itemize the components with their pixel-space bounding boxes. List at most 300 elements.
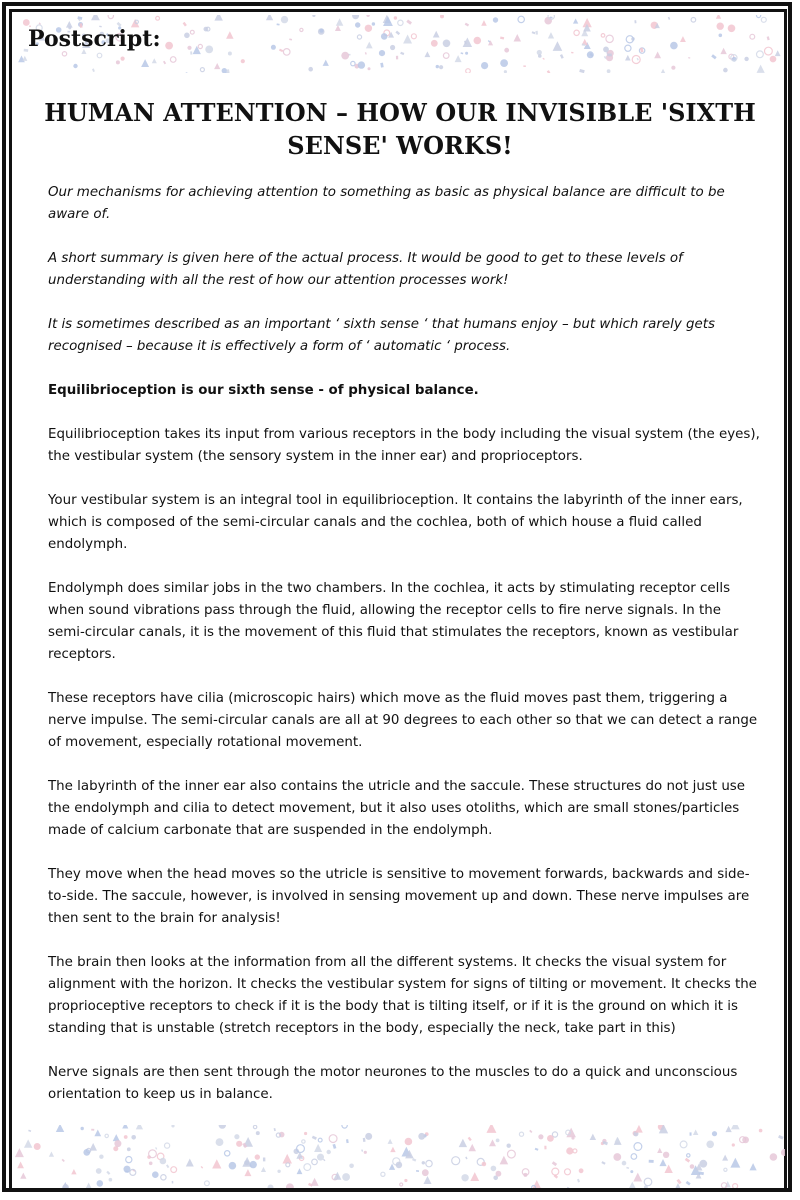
confetti-dot: [723, 68, 728, 73]
confetti-dot: [632, 56, 640, 64]
confetti-dot: [114, 1140, 121, 1147]
confetti-dot: [466, 69, 471, 73]
confetti-dot: [97, 1180, 104, 1187]
confetti-dot: [394, 16, 397, 19]
confetti-dot: [573, 1149, 577, 1153]
confetti-dot: [671, 66, 675, 70]
confetti-dot: [15, 1148, 24, 1157]
paragraph: Equilibrioception is our sixth sense - of physical balance.: [48, 383, 479, 398]
confetti-dot: [633, 1173, 642, 1182]
confetti-dot: [547, 70, 551, 73]
paragraph: A short summary is given here of the actual process. It would be good to get to these levels of understanding with all the rest of how our attention processes work!: [48, 251, 683, 288]
confetti-dot: [712, 1131, 717, 1136]
confetti-dot: [311, 1178, 319, 1186]
confetti-dot: [201, 1166, 204, 1169]
confetti-dot: [468, 1137, 472, 1141]
confetti-dot: [577, 1179, 580, 1183]
paragraph: Your vestibular system is an integral tool in equilibrioception. It contains the labyrinth of the inner ears, which is composed of the semi-circular canals and the cochlea, both of which house a fluid called endolymph.: [48, 493, 743, 552]
confetti-dot: [500, 1156, 509, 1165]
confetti-dot: [244, 1169, 251, 1176]
confetti-dot: [255, 1154, 260, 1159]
confetti-dot: [706, 1141, 714, 1149]
confetti-dot: [529, 1130, 532, 1133]
confetti-dot: [106, 1171, 110, 1175]
paragraph: They move when the head moves so the utricle is sensitive to movement forwards, backwards and side-to-side. The saccule, however, is involved in sensing movement up and down. These nerve impulses are then sent to the brain for analysis!: [48, 867, 750, 926]
confetti-dot: [302, 1140, 305, 1143]
confetti-dot: [757, 15, 761, 18]
confetti-dot: [493, 17, 498, 22]
confetti-dot: [601, 34, 605, 38]
confetti-dot: [277, 23, 280, 25]
confetti-dot: [565, 1169, 571, 1175]
confetti-dot: [607, 54, 612, 57]
confetti-dot: [719, 34, 723, 38]
confetti-dot: [582, 43, 585, 45]
confetti-dot: [86, 1183, 92, 1188]
confetti-dot: [622, 1161, 627, 1166]
confetti-dot: [601, 1161, 605, 1165]
confetti-dot: [770, 56, 777, 63]
article-body: [48, 182, 760, 1128]
confetti-dot: [607, 69, 611, 73]
confetti-dot: [519, 1132, 523, 1136]
confetti-dot: [571, 52, 574, 54]
confetti-dot: [436, 65, 439, 68]
paragraph: Our mechanisms for achieving attention to something as basic as physical balance are difficult to be aware of.: [48, 185, 725, 222]
confetti-dot: [552, 1161, 557, 1166]
paragraph: Equilibrioception takes its input from various receptors in the body including the visual system (the eyes), the vestibular system (the sensory system in the inner ear) and proprioceptors.: [48, 427, 760, 464]
confetti-dot: [166, 1164, 169, 1168]
confetti-dot: [542, 58, 544, 60]
confetti-dot: [127, 1147, 131, 1151]
confetti-dot: [443, 53, 449, 59]
confetti-dot: [711, 54, 716, 59]
confetti-dot: [687, 1154, 690, 1157]
confetti-dot: [156, 16, 160, 20]
confetti-dot: [365, 52, 367, 55]
confetti-dot: [406, 20, 412, 25]
confetti-dot: [317, 1154, 324, 1161]
confetti-dot: [83, 1149, 90, 1156]
confetti-dot: [49, 1151, 54, 1156]
confetti-dot: [547, 1135, 554, 1142]
confetti-dot: [241, 59, 245, 63]
confetti-dot: [688, 57, 690, 58]
confetti-dot: [750, 34, 755, 39]
confetti-dot: [279, 49, 283, 53]
confetti-dot: [266, 15, 273, 20]
confetti-dot: [634, 1143, 642, 1151]
confetti-dot: [297, 1145, 305, 1153]
confetti-dot: [742, 1137, 749, 1144]
confetti-dot: [634, 20, 636, 23]
confetti-dot: [686, 1181, 691, 1186]
confetti-dot: [274, 1128, 276, 1131]
confetti-dot: [335, 25, 341, 31]
confetti-dot: [631, 1154, 637, 1160]
paragraph: Nerve signals are then sent through the motor neurones to the muscles to do a quick and unconscious orientation to keep us in balance.: [48, 1065, 738, 1102]
confetti-dot: [535, 1148, 539, 1151]
confetti-dot: [544, 1146, 546, 1150]
confetti-dot: [135, 20, 138, 23]
confetti-dot: [724, 1168, 727, 1171]
confetti-dot: [366, 42, 373, 49]
paragraph: Endolymph does similar jobs in the two chambers. In the cochlea, it acts by stimulating receptor cells when sound vibrations pass through the fluid, allowing the receptor cells to fire nerve signals. In the semi-circular canals, it is the movement of this fluid that stimulates the receptors, known as vestibular receptors.: [48, 581, 739, 662]
confetti-dot: [62, 1159, 65, 1162]
confetti-dot: [722, 1155, 728, 1161]
confetti-dot: [341, 52, 349, 60]
confetti-dot: [149, 1150, 157, 1158]
confetti-dot: [22, 56, 27, 61]
confetti-dot: [690, 1164, 695, 1169]
confetti-dot: [574, 30, 579, 35]
confetti-dot: [625, 55, 631, 61]
confetti-dot: [186, 1159, 194, 1167]
confetti-dot: [548, 32, 554, 38]
confetti-dot: [654, 51, 661, 58]
confetti-dot: [319, 29, 323, 33]
confetti-dot: [500, 37, 504, 40]
confetti-dot: [405, 1138, 413, 1146]
confetti-dot: [351, 61, 355, 65]
confetti-dot: [637, 58, 639, 61]
confetti-dot: [781, 1149, 785, 1156]
confetti-dot: [124, 1135, 128, 1139]
confetti-dot: [431, 40, 438, 47]
confetti-dot: [552, 1132, 557, 1137]
confetti-dot: [550, 17, 553, 19]
confetti-dot: [155, 1147, 157, 1150]
confetti-dot: [400, 1183, 403, 1186]
confetti-dot: [170, 57, 176, 63]
confetti-dot: [395, 31, 400, 36]
paragraph: The brain then looks at the information from all the different systems. It checks the visual system for alignment with the horizon. It checks the vestibular system for signs of tilting or movement. It checks the proprioceptive receptors to check if it is the body that is tilting itself, or if it is the ground on which it is standing that is unstable (stretch receptors in the body, especially the neck, take part in this): [48, 955, 757, 1036]
confetti-dot: [355, 22, 360, 27]
confetti-dot: [508, 1150, 516, 1158]
confetti-dot: [165, 42, 173, 50]
confetti-dot: [523, 65, 526, 67]
confetti-dot: [381, 1172, 385, 1176]
confetti-dot: [630, 1170, 633, 1173]
confetti-dot: [205, 46, 213, 54]
confetti-dot: [403, 34, 412, 43]
confetti-dot: [730, 1158, 740, 1168]
confetti-dot: [149, 1162, 153, 1166]
confetti-dot: [422, 1169, 429, 1176]
confetti-dot: [732, 1143, 735, 1146]
confetti-dot: [227, 69, 230, 73]
confetti-dot: [716, 15, 721, 19]
confetti-dot: [680, 1141, 687, 1148]
confetti-dot: [411, 34, 416, 39]
confetti-dot: [363, 1138, 366, 1142]
confetti-dot: [327, 1150, 331, 1154]
confetti-dot: [214, 63, 220, 69]
confetti-dot: [379, 50, 385, 56]
confetti-dot: [461, 1174, 468, 1181]
confetti-dot: [659, 1159, 666, 1166]
confetti-dot: [482, 1162, 487, 1167]
confetti-dot: [152, 1171, 159, 1178]
confetti-dot: [364, 1151, 367, 1154]
confetti-dot: [323, 1159, 325, 1161]
confetti-dot: [749, 1163, 756, 1170]
confetti-dot: [365, 25, 372, 32]
confetti-dot: [163, 61, 166, 65]
confetti-dot: [644, 1178, 652, 1186]
confetti-dot: [573, 18, 578, 23]
confetti-dot: [717, 23, 724, 30]
confetti-dot: [474, 37, 482, 45]
confetti-dot: [400, 52, 404, 55]
confetti-dot: [366, 15, 369, 17]
confetti-dot: [500, 59, 508, 67]
confetti-dot: [767, 36, 770, 40]
confetti-dot: [567, 1187, 570, 1188]
confetti-dot: [757, 65, 765, 73]
confetti-dot: [329, 1135, 337, 1143]
confetti-dot: [336, 18, 343, 25]
confetti-dot: [625, 45, 631, 51]
confetti-dot: [92, 68, 95, 72]
confetti-dot: [514, 34, 522, 42]
confetti-dot: [34, 1143, 41, 1150]
confetti-dot: [659, 69, 667, 73]
confetti-dot: [465, 52, 468, 55]
confetti-dot: [126, 1157, 132, 1163]
confetti-dot: [649, 1160, 654, 1163]
confetti-dot: [314, 1144, 322, 1152]
confetti-dot: [271, 45, 276, 50]
confetti-dot: [504, 70, 507, 73]
confetti-dot: [404, 1179, 407, 1182]
confetti-dot: [228, 52, 232, 56]
confetti-dot: [165, 1143, 170, 1148]
confetti-dot: [439, 65, 443, 69]
confetti-dot: [532, 31, 536, 34]
confetti-dot: [352, 15, 359, 19]
confetti-dot: [381, 33, 388, 40]
confetti-dot: [424, 51, 430, 57]
confetti-dot: [460, 52, 463, 54]
confetti-dot: [361, 1149, 363, 1151]
confetti-dot: [89, 1143, 97, 1151]
confetti-dot: [693, 1130, 698, 1135]
confetti-dot: [216, 1138, 224, 1146]
confetti-dot: [24, 1139, 32, 1147]
confetti-dot: [312, 15, 315, 17]
postscript-label: Postscript:: [28, 26, 161, 52]
confetti-dot: [380, 63, 383, 68]
confetti-dot: [398, 20, 403, 25]
confetti-dot: [388, 1139, 393, 1144]
confetti-dot: [396, 56, 398, 60]
confetti-dot: [418, 1133, 425, 1140]
confetti-dot: [579, 1168, 584, 1173]
confetti-dot: [226, 31, 233, 38]
confetti-dot: [318, 1138, 322, 1142]
confetti-dot: [579, 69, 585, 73]
confetti-dot: [699, 1160, 707, 1168]
confetti-dot: [626, 1167, 629, 1169]
confetti-dot: [422, 1161, 425, 1164]
confetti-dot: [312, 1159, 318, 1165]
confetti-dot: [99, 1155, 103, 1159]
confetti-dot: [670, 42, 678, 50]
confetti-dot: [465, 23, 469, 27]
confetti-dot: [28, 1130, 31, 1132]
confetti-dot: [566, 1147, 573, 1154]
confetti-dot: [481, 62, 488, 69]
confetti-dot: [538, 54, 542, 58]
confetti-dot: [426, 1160, 432, 1166]
confetti-dot: [236, 1141, 242, 1147]
confetti-dot: [452, 1157, 460, 1165]
confetti-dot: [455, 55, 462, 62]
confetti-dot: [518, 16, 524, 22]
confetti-dot: [190, 30, 194, 34]
confetti-dot: [346, 1139, 349, 1143]
confetti-dot: [733, 1184, 738, 1188]
confetti-dot: [185, 72, 188, 73]
confetti-dot: [566, 1128, 576, 1138]
confetti-dot: [489, 1139, 496, 1146]
confetti-dot: [685, 1158, 690, 1163]
confetti-dot: [757, 51, 764, 58]
confetti-dot: [759, 1129, 763, 1133]
confetti-dot: [263, 1157, 265, 1161]
confetti-dot: [481, 20, 487, 26]
confetti-dot: [23, 19, 30, 26]
confetti-dot: [538, 1134, 543, 1139]
confetti-dot: [553, 41, 563, 51]
confetti-dot: [121, 57, 125, 61]
confetti-dot: [198, 44, 202, 48]
confetti-dot: [190, 51, 192, 54]
confetti-dot: [628, 1182, 636, 1188]
confetti-dot: [770, 1153, 778, 1161]
confetti-dot: [552, 1168, 559, 1175]
confetti-dot: [183, 22, 187, 27]
confetti-dot: [229, 1162, 237, 1170]
confetti-dot: [91, 1129, 94, 1131]
confetti-dot: [677, 1179, 682, 1184]
confetti-dot: [504, 48, 509, 53]
confetti-dot: [775, 50, 781, 56]
confetti-dot: [761, 17, 766, 22]
confetti-dot: [349, 1164, 354, 1169]
confetti-dot: [372, 22, 375, 25]
confetti-dot: [443, 40, 451, 48]
paragraph: These receptors have cilia (microscopic hairs) which move as the fluid moves past them, triggering a nerve impulse. The semi-circular canals are all at 90 degrees to each other so that we can detect a range of movement, especially rotational movement.: [48, 691, 758, 750]
confetti-dot: [234, 1134, 239, 1139]
confetti-dot: [690, 1132, 692, 1135]
confetti-dot: [560, 54, 564, 59]
confetti-dot: [613, 1153, 621, 1161]
confetti-dot: [304, 1132, 307, 1135]
page-title: HUMAN ATTENTION – HOW OUR INVISIBLE 'SIXTH SENSE' WORKS!: [44, 98, 756, 160]
confetti-dot: [496, 1139, 500, 1143]
confetti-dot: [440, 15, 444, 18]
confetti-dot: [277, 1170, 280, 1173]
confetti-dot: [205, 1181, 210, 1186]
confetti-dot: [365, 1133, 372, 1140]
confetti-dot: [728, 25, 736, 33]
confetti-dot: [368, 67, 371, 70]
confetti-dot: [281, 16, 288, 23]
confetti-dot: [308, 67, 313, 72]
confetti-dot: [71, 1169, 76, 1174]
confetti-dot: [289, 38, 292, 40]
confetti-dot: [297, 1168, 303, 1174]
confetti-dot: [532, 1180, 541, 1188]
confetti-dot: [62, 52, 66, 56]
confetti-dot: [469, 1144, 476, 1151]
confetti-dot: [20, 1173, 26, 1179]
confetti-dot: [465, 1157, 467, 1160]
confetti-dot: [304, 1164, 311, 1171]
confetti-dot: [193, 46, 201, 54]
confetti-dot: [105, 1134, 108, 1137]
confetti-dot: [358, 61, 365, 68]
confetti-dot: [333, 1172, 341, 1180]
confetti-dot: [124, 1166, 131, 1173]
confetti-dot: [342, 1173, 350, 1181]
confetti-dot: [94, 1129, 101, 1136]
confetti-dot: [17, 1161, 24, 1168]
confetti-dot: [606, 35, 613, 42]
confetti-dot: [97, 53, 102, 58]
confetti-dot: [390, 45, 395, 50]
confetti-dot: [535, 31, 537, 35]
confetti-dot: [160, 1158, 167, 1165]
confetti-dot: [496, 1171, 502, 1177]
confetti-dot: [507, 1144, 511, 1148]
confetti-dot: [152, 58, 157, 63]
confetti-dot: [222, 68, 227, 73]
paragraph: It is sometimes described as an important ‘ sixth sense ‘ that humans enjoy – but which rarely gets recognised – because it is effectively a form of ‘ automatic ‘ process.: [48, 317, 716, 354]
confetti-dot: [433, 31, 440, 38]
confetti-dot: [116, 60, 120, 64]
confetti-dot: [91, 15, 100, 20]
confetti-pattern-bottom: [15, 1125, 785, 1188]
confetti-dot: [187, 46, 191, 50]
confetti-dot: [720, 48, 726, 54]
confetti-dot: [744, 57, 748, 61]
confetti-dot: [73, 64, 77, 68]
confetti-dot: [268, 1185, 274, 1189]
confetti-dot: [200, 68, 204, 72]
confetti-dot: [675, 1183, 681, 1188]
confetti-dot: [172, 1181, 174, 1184]
confetti-dot: [459, 1139, 467, 1147]
confetti-dot: [109, 1178, 113, 1182]
confetti-dot: [571, 1136, 574, 1139]
confetti-dot: [214, 15, 222, 21]
confetti-dot: [390, 1147, 395, 1152]
confetti-dot: [261, 1167, 266, 1172]
confetti-dot: [680, 36, 686, 42]
confetti-dot: [614, 1137, 619, 1142]
confetti-dot: [416, 1170, 419, 1172]
confetti-dot: [113, 1134, 120, 1141]
confetti-dot: [357, 35, 361, 39]
confetti-dot: [396, 1162, 403, 1169]
confetti-dot: [603, 47, 609, 53]
confetti-dot: [212, 1159, 221, 1168]
confetti-dot: [668, 17, 671, 20]
confetti-dot: [590, 1134, 596, 1140]
